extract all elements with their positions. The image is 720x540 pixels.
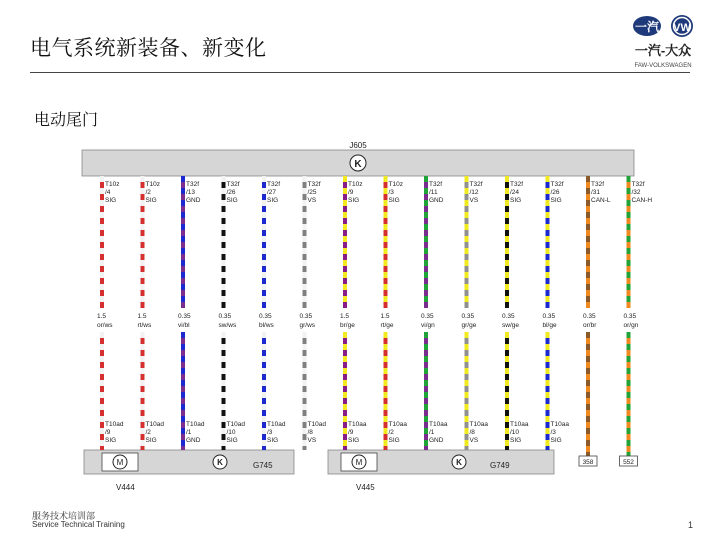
- wire-6-size: 0.35: [299, 313, 313, 320]
- wire-4-top-label: SIG: [226, 197, 238, 204]
- wire-7-bottom-label: SIG: [348, 437, 360, 444]
- wire-4-bottom-label: SIG: [226, 437, 238, 444]
- svg-text:M: M: [355, 458, 363, 467]
- wire-8-bottom-label: /2: [388, 429, 394, 436]
- wire-2-color-code: rt/ws: [137, 322, 152, 329]
- wire-5-bottom-label: SIG: [267, 437, 279, 444]
- page-number: 1: [688, 520, 694, 530]
- motor-v445: [341, 453, 377, 471]
- wire-14-top-label: T32f: [631, 181, 645, 188]
- wire-labels: [87, 181, 652, 466]
- wire-9-bottom-label: GND: [429, 437, 444, 444]
- wire-3-bottom-label: GND: [186, 437, 201, 444]
- wire-9-size: 0.35: [421, 313, 434, 320]
- wire-14-top-label: CAN-H: [631, 197, 653, 204]
- wire-3-top-label: /13: [186, 189, 196, 196]
- wire-2-bottom-label: T10ad: [145, 421, 164, 428]
- wire-10-top-label: VS: [469, 197, 479, 204]
- wire-11-size: 0.35: [502, 313, 515, 320]
- wire-6-bottom-label: T10ad: [307, 421, 326, 428]
- wire-3-top-label: T32f: [186, 181, 200, 188]
- sensor-g749-label: G749: [490, 461, 510, 470]
- wire-7-color-code: br/ge: [340, 322, 355, 329]
- wire-10-top-label: /12: [469, 189, 479, 196]
- wire-14-size: 0.35: [623, 313, 637, 320]
- motor-v444-label: V444: [116, 483, 135, 492]
- wire-1-color-code: or/ws: [97, 322, 113, 329]
- wire-8-color-code: rt/ge: [380, 322, 394, 329]
- wire-11-bottom-label: T10aa: [510, 421, 529, 428]
- wire-13-top-label: CAN-L: [591, 197, 611, 204]
- wire-2-bottom-label: SIG: [145, 437, 157, 444]
- footer-department: 服务技术培训部: [32, 512, 96, 522]
- wire-4-top-label: /26: [226, 189, 236, 196]
- wire-1-size: 1.5: [97, 313, 107, 320]
- wire-4-size: 0.35: [218, 313, 232, 320]
- wire-6-top-label: T32f: [307, 181, 321, 188]
- wire-6-bottom-label: VS: [307, 437, 317, 444]
- wire-8-top-label: T10z: [388, 181, 403, 188]
- wire-5-size: 0.35: [259, 313, 272, 320]
- module-symbol-label: K: [354, 159, 362, 170]
- wire-5-top-label: SIG: [267, 197, 279, 204]
- wire-4-bottom-label: T10ad: [226, 421, 245, 428]
- svg-text:VW: VW: [673, 22, 691, 34]
- wire-1-top-label: /4: [105, 189, 111, 196]
- wire-11-top-label: SIG: [510, 197, 522, 204]
- wire-12-top-label: /26: [550, 189, 560, 196]
- wire-11-top-label: T32f: [510, 181, 524, 188]
- motor-v445-label: V445: [356, 483, 375, 492]
- wire-4-top-label: T32f: [226, 181, 240, 188]
- wire-13-top-label: /31: [591, 189, 601, 196]
- wire-12-top-label: T32f: [550, 181, 564, 188]
- wire-9-top-label: GND: [429, 197, 444, 204]
- motor-v444: [102, 453, 138, 471]
- wire-4-bottom-label: /10: [226, 429, 236, 436]
- wire-5-bottom-label: /3: [267, 429, 273, 436]
- wire-10-top-label: T32f: [469, 181, 483, 188]
- wire-2-top-label: SIG: [145, 197, 157, 204]
- wire-9-bottom-label: /1: [429, 429, 435, 436]
- wire-14-top-label: /32: [631, 189, 641, 196]
- wire-12-size: 0.35: [542, 313, 556, 320]
- wire-9-top-label: /11: [429, 189, 438, 196]
- wire-12-bottom-label: /3: [550, 429, 556, 436]
- wire-9-top-label: T32f: [429, 181, 443, 188]
- module-j605-label: J605: [349, 141, 367, 150]
- wire-12-top-label: SIG: [550, 197, 562, 204]
- wire-13-color-code: or/br: [583, 322, 597, 329]
- wire-8-bottom-label: SIG: [388, 437, 400, 444]
- wire-5-top-label: /27: [267, 189, 277, 196]
- wire-3-bottom-label: /1: [186, 429, 192, 436]
- wire-7-top-label: SIG: [348, 197, 360, 204]
- wire-11-bottom-label: /10: [510, 429, 520, 436]
- wire-1-bottom-label: /9: [105, 429, 111, 436]
- page-subtitle: 电动尾门: [34, 110, 99, 129]
- wire-10-color-code: gr/ge: [461, 322, 477, 329]
- wire-8-size: 1.5: [380, 313, 390, 320]
- wire-1-bottom-label: T10ad: [105, 421, 124, 428]
- wire-6-bottom-label: /8: [307, 429, 313, 436]
- wire-5-color-code: bl/ws: [259, 322, 274, 329]
- page-title: 电气系统新装备、新变化: [30, 36, 267, 60]
- wire-5-top-label: T32f: [267, 181, 281, 188]
- wire-7-top-label: T10z: [348, 181, 363, 188]
- wire-6-top-label: /25: [307, 189, 317, 196]
- wire-7-bottom-label: T10aa: [348, 421, 367, 428]
- wire-1-bottom-label: SIG: [105, 437, 117, 444]
- wire-11-bottom-label: SIG: [510, 437, 522, 444]
- wire-12-bottom-label: SIG: [550, 437, 562, 444]
- wire-8-top-label: /3: [388, 189, 394, 196]
- wire-3-color-code: vi/bl: [178, 322, 190, 329]
- wire-8-top-label: SIG: [388, 197, 400, 204]
- sensor-g749: [452, 455, 466, 469]
- sensor-g745-label: G745: [253, 461, 273, 470]
- wire-3-top-label: GND: [186, 197, 201, 204]
- brand-subtext: FAW-VOLKSWAGEN: [634, 63, 692, 69]
- wire-8-bottom-label: T10aa: [388, 421, 407, 428]
- wire-6-color-code: gr/ws: [299, 322, 316, 329]
- wire-13-top-label: T32f: [591, 181, 605, 188]
- svg-text:K: K: [456, 458, 462, 467]
- wire-1-top-label: T10z: [105, 181, 120, 188]
- wire-3-bottom-label: T10ad: [186, 421, 205, 428]
- svg-text:一汽: 一汽: [634, 20, 660, 34]
- wire-9-bottom-label: T10aa: [429, 421, 448, 428]
- wire-10-size: 0.35: [461, 313, 475, 320]
- terminal-552-label: 552: [623, 459, 634, 466]
- terminal-358-label: 358: [582, 459, 594, 466]
- footer-english: Service Technical Training: [32, 520, 125, 529]
- wire-10-bottom-label: T10aa: [469, 421, 488, 428]
- brand-text: 一汽-大众: [634, 43, 692, 58]
- wire-2-top-label: T10z: [145, 181, 160, 188]
- wire-2-bottom-label: /2: [145, 429, 151, 436]
- wire-12-color-code: bl/ge: [542, 322, 557, 329]
- wire-10-bottom-label: VS: [469, 437, 479, 444]
- wire-14-color-code: or/gn: [623, 322, 639, 329]
- wire-9-color-code: vi/gn: [421, 322, 435, 329]
- wire-3-size: 0.35: [178, 313, 191, 320]
- wire-11-color-code: sw/ge: [502, 322, 519, 329]
- svg-text:K: K: [217, 458, 223, 467]
- wire-6-top-label: VS: [307, 197, 317, 204]
- wire-7-top-label: /9: [348, 189, 354, 196]
- wire-2-size: 1.5: [137, 313, 147, 320]
- sensor-g745: [213, 455, 227, 469]
- wire-4-color-code: sw/ws: [218, 322, 237, 329]
- wire-7-bottom-label: /9: [348, 429, 354, 436]
- wire-13-size: 0.35: [583, 313, 596, 320]
- wire-1-top-label: SIG: [105, 197, 117, 204]
- wire-10-bottom-label: /8: [469, 429, 475, 436]
- wire-7-size: 1.5: [340, 313, 350, 320]
- wire-12-bottom-label: T10aa: [550, 421, 569, 428]
- wire-5-bottom-label: T10ad: [267, 421, 286, 428]
- wire-11-top-label: /24: [510, 189, 520, 196]
- wire-2-top-label: /2: [145, 189, 151, 196]
- svg-text:M: M: [116, 458, 124, 467]
